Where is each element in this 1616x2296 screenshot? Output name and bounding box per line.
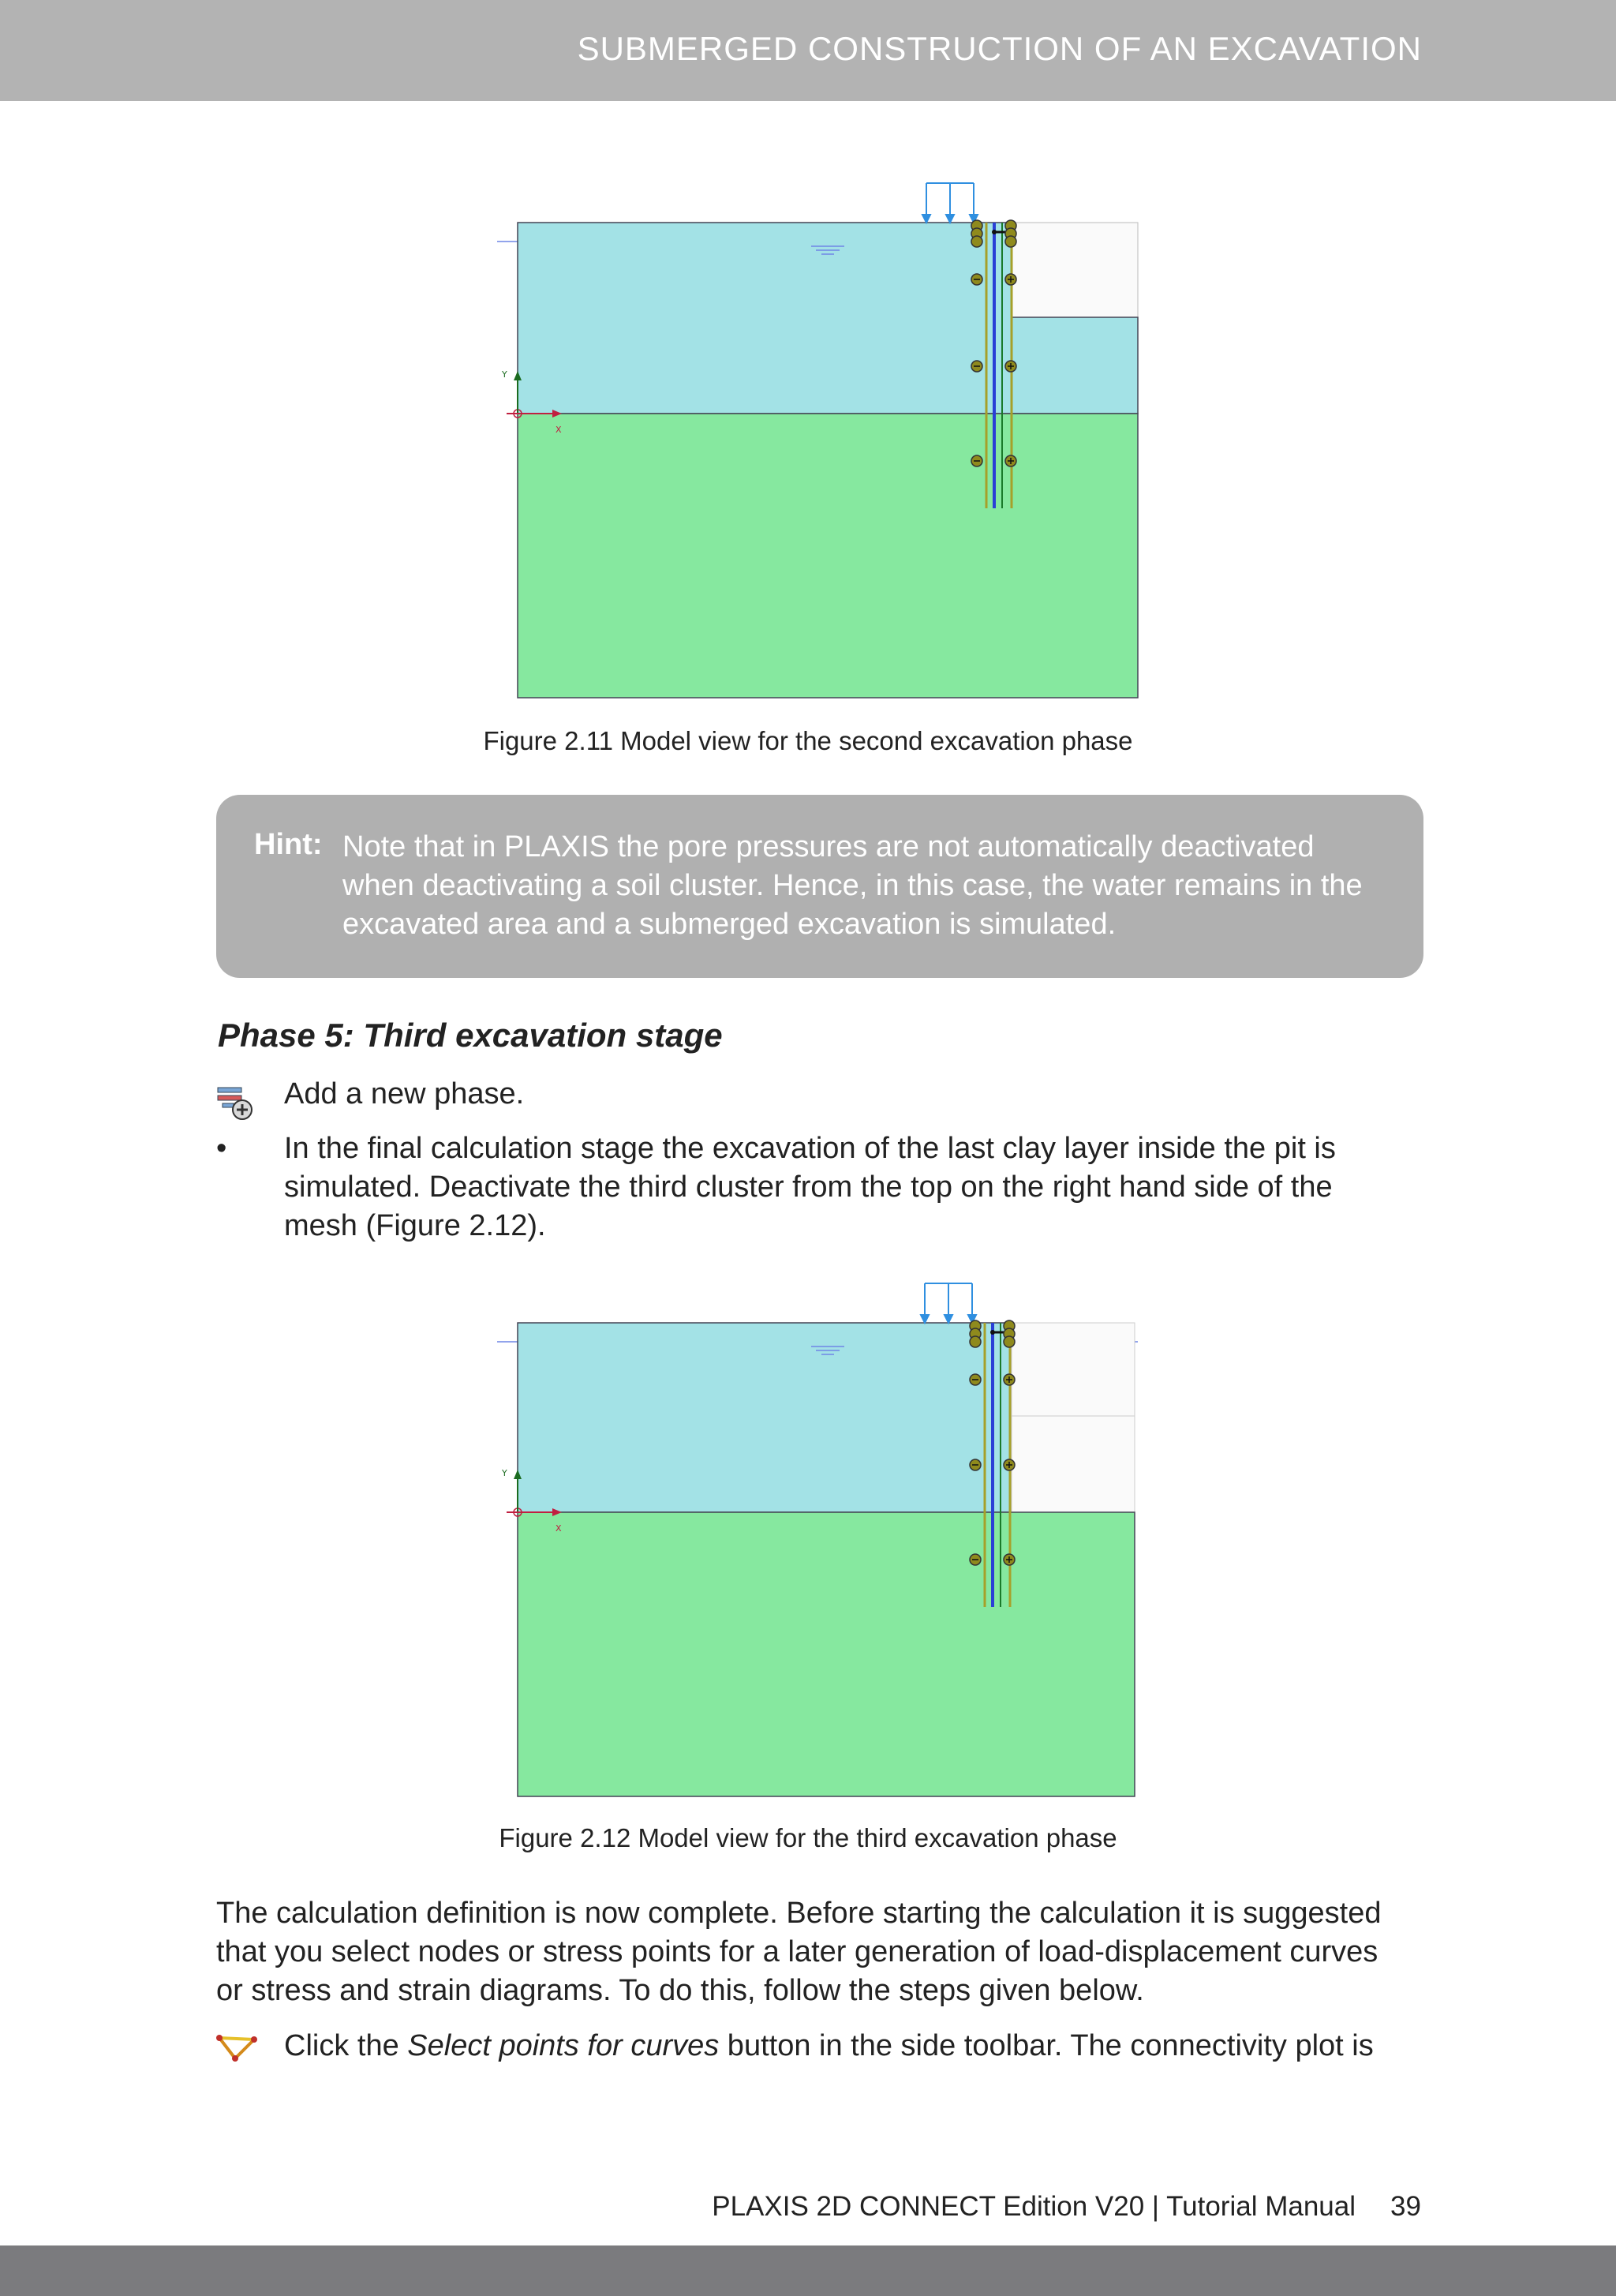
figure-caption: Figure 2.11 Model view for the second excavation phase xyxy=(483,726,1133,755)
add-phase-text: Add a new phase. xyxy=(284,1077,525,1111)
step-text: Click the xyxy=(284,2029,408,2062)
section-heading: Phase 5: Third excavation stage xyxy=(218,1017,723,1054)
text-line: or stress and strain diagrams. To do this, follow the steps given below. xyxy=(216,1974,1144,2007)
text-line: simulated. Deactivate the third cluster from the top on the right hand side of the xyxy=(284,1170,1333,1204)
bullet-text xyxy=(284,1129,1420,1245)
text-line: The calculation definition is now complete. Before starting the calculation it is suggested xyxy=(216,1897,1382,1930)
text-line: mesh (Figure 2.12). xyxy=(284,1209,546,1242)
step-text: button in the side toolbar. The connectivity plot is xyxy=(719,2029,1374,2062)
figure-caption: Figure 2.12 Model view for the third excavation phase xyxy=(499,1823,1117,1852)
hint-line: when deactivating a soil cluster. Hence, in this case, the water remains in the xyxy=(342,869,1363,902)
select-points-for-curves-ref: Select points for curves xyxy=(407,2029,720,2062)
hint-box xyxy=(216,795,1423,978)
text-line: that you select nodes or stress points for a later generation of load-displacement curves xyxy=(216,1935,1378,1968)
model-view-third-excavation xyxy=(497,1279,1144,1800)
chapter-title: SUBMERGED CONSTRUCTION OF AN EXCAVATION xyxy=(577,30,1422,67)
figure-2-12 xyxy=(497,1279,1144,1800)
x-axis-label: X xyxy=(556,1523,562,1534)
model-view-second-excavation xyxy=(497,178,1144,710)
hint-text xyxy=(342,828,1400,944)
select-points-step xyxy=(284,2027,1374,2066)
footer-band xyxy=(0,2245,1616,2296)
y-axis-label: Y xyxy=(502,369,507,380)
text-line: In the final calculation stage the excavation of the last clay layer inside the pit is xyxy=(284,1132,1336,1165)
y-axis-label: Y xyxy=(502,1468,507,1478)
hint-line: excavated area and a submerged excavation is simulated. xyxy=(342,908,1117,941)
select-points-for-curves-icon xyxy=(215,2032,259,2070)
hint-label: Hint: xyxy=(254,828,323,861)
calculation-paragraph xyxy=(216,1894,1431,2010)
header-band xyxy=(0,0,1616,101)
x-axis-label: X xyxy=(556,425,562,435)
hint-line: Note that in PLAXIS the pore pressures are not automatically deactivated xyxy=(342,830,1315,863)
add-phase-icon xyxy=(216,1084,256,1128)
page-number: 39 xyxy=(1390,2191,1421,2222)
figure-2-11 xyxy=(497,178,1144,710)
bullet-symbol: • xyxy=(216,1132,227,1165)
footer-text: PLAXIS 2D CONNECT Edition V20 | Tutorial Manual xyxy=(712,2191,1356,2222)
